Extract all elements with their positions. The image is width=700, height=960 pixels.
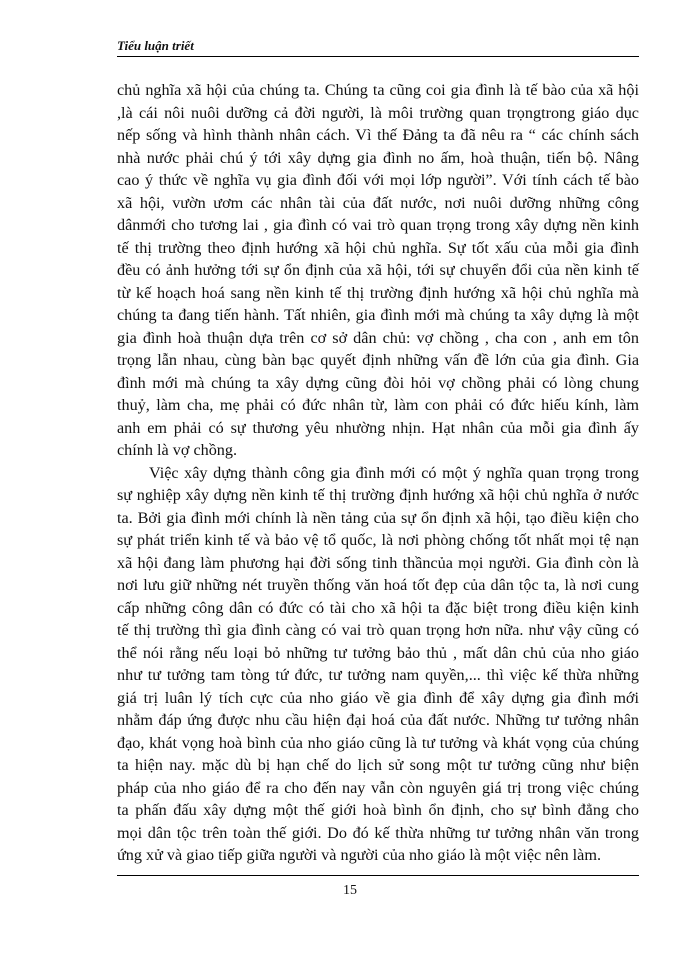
text-line: ta. Bởi gia đình mới chính là nền tảng của sự ổn định xã hội, tạo điều kiện cho (117, 508, 639, 527)
text-line: nhằm đáp ứng được nhu cầu hiện đại hoá của đất nước. Những tư tưởng nhân (117, 711, 639, 729)
text-line: tế thị trường thì gia đình càng có vai trò quan trọng hơn nữa. như vậy cũng có (117, 621, 639, 639)
document-body (117, 79, 639, 867)
text-line: sự phát triển kinh tế và bảo vệ tổ quốc, là nơi phòng chống tốt nhất mọi tệ nạn (117, 531, 639, 549)
text-line: như tư tưởng tam tòng tứ đức, tư tưởng nam quyền,... thì việc kế thừa những (117, 666, 639, 684)
text-line: ,là cái nôi nuôi dưỡng cả đời người, là môi trường quan trọngtrong giáo dục (117, 103, 639, 122)
text-line: chủ nghĩa xã hội của chúng ta. Chúng ta cũng coi gia đình là tế bào của xã hội (117, 81, 639, 99)
footer-divider (117, 875, 639, 876)
text-line: từ kế hoạch hoá sang nền kinh tế thị trường định hướng xã hội chủ nghĩa mà (117, 283, 639, 302)
page-header (117, 38, 639, 57)
text-line: thuỷ, làm cha, mẹ phải có đức nhân từ, làm con phải có đức hiếu kính, làm (117, 396, 639, 414)
text-line: nhà nước phải chú ý tới xây dựng gia đình no ấm, hoà thuận, tiến bộ. Nâng (117, 148, 639, 167)
text-line: trọng lẫn nhau, cùng bàn bạc quyết định những vấn đề lớn của gia đình. Gia (117, 351, 639, 369)
text-line: nếp sống và hình thành nhân cách. Vì thế Đảng ta đã nêu ra “ các chính sách (117, 126, 639, 144)
text-line: tế thị trường theo định hướng xã hội chủ nghĩa. Sự tốt xấu của mỗi gia đình (117, 238, 639, 257)
text-line: thể nói rằng nếu loại bỏ những tư tưởng bảo thủ , mất dân chủ của nho giáo (117, 643, 639, 662)
text-line: nơi lưu giữ những nét truyền thống văn hoá tốt đẹp của dân tộc ta, là nơi cung (117, 576, 639, 594)
text-line: cao ý thức về nghĩa vụ gia đình đối với mọi lớp người”. Với tính cách tế bào (117, 171, 639, 189)
page-number: 15 (343, 883, 357, 898)
text-line: chúng ta đang tiến hành. Tất nhiên, gia đình mới mà chúng ta xây dựng là một (117, 306, 639, 324)
text-line: đình mới mà chúng ta xây dựng cũng đòi hỏi vợ chồng phải có lòng chung (117, 373, 639, 392)
text-line: sự nghiệp xây dựng nền kinh tế thị trường định hướng xã hội chủ nghĩa ở nước (117, 486, 639, 504)
text-line: cấp những công dân có đức có tài cho xã hội ta đặc biệt trong điều kiện kinh (117, 598, 639, 617)
text-line: gia đình hoà thuận dựa trên cơ sở dân chủ: vợ chồng , cha con , anh em tôn (117, 328, 639, 347)
text-line: anh em phải có sự thương yêu nhường nhịn. Hạt nhân của mỗi gia đình ấy (117, 418, 639, 437)
text-line: đều có ảnh hưởng tới sự ổn định của xã hội, tới sự chuyển đổi của nền kinh tế (117, 261, 639, 279)
text-line: xã hội, vườn ươm các nhân tài của đất nước, nơi nuôi dưỡng những công (117, 193, 639, 212)
text-line: chính là vợ chồng. (117, 441, 238, 459)
text-line: pháp của nho giáo để ra cho đến nay vẫn còn nguyên giá trị trong việc chúng (117, 778, 639, 797)
text-line: ta hiện nay. mặc dù bị hạn chế do lịch sử song một tư tưởng cũng như biện (117, 756, 639, 774)
text-line: giá trị luân lý tích cực của nho giáo về gia đình để xây dựng gia đình mới (117, 688, 639, 707)
text-line: xã hội đang làm phương hại đời sống tinh thầncủa mọi người. Gia đình còn là (117, 553, 639, 572)
text-line: Việc xây dựng thành công gia đình mới có một ý nghĩa quan trọng trong (149, 463, 639, 482)
text-line: ta phấn đấu xây dựng một thế giới hoà bình ổn định, cho sự bình đẳng cho (117, 801, 639, 819)
text-line: dânmới cho tương lai , gia đình có vai trò quan trọng trong xây dựng nền kinh (117, 216, 639, 234)
header-title: Tiểu luận triết (117, 38, 194, 53)
paragraph-1 (117, 79, 639, 462)
text-line: mọi dân tộc trên toàn thế giới. Do đó kế thừa những tư tưởng nhân văn trong (117, 823, 639, 842)
text-line: đạo, khát vọng hoà bình của nho giáo cũng là tư tưởng và khát vọng của chúng (117, 733, 639, 752)
text-line: ứng xử và giao tiếp giữa người và người của nho giáo là một việc nên làm. (117, 846, 601, 864)
paragraph-2 (117, 462, 639, 867)
